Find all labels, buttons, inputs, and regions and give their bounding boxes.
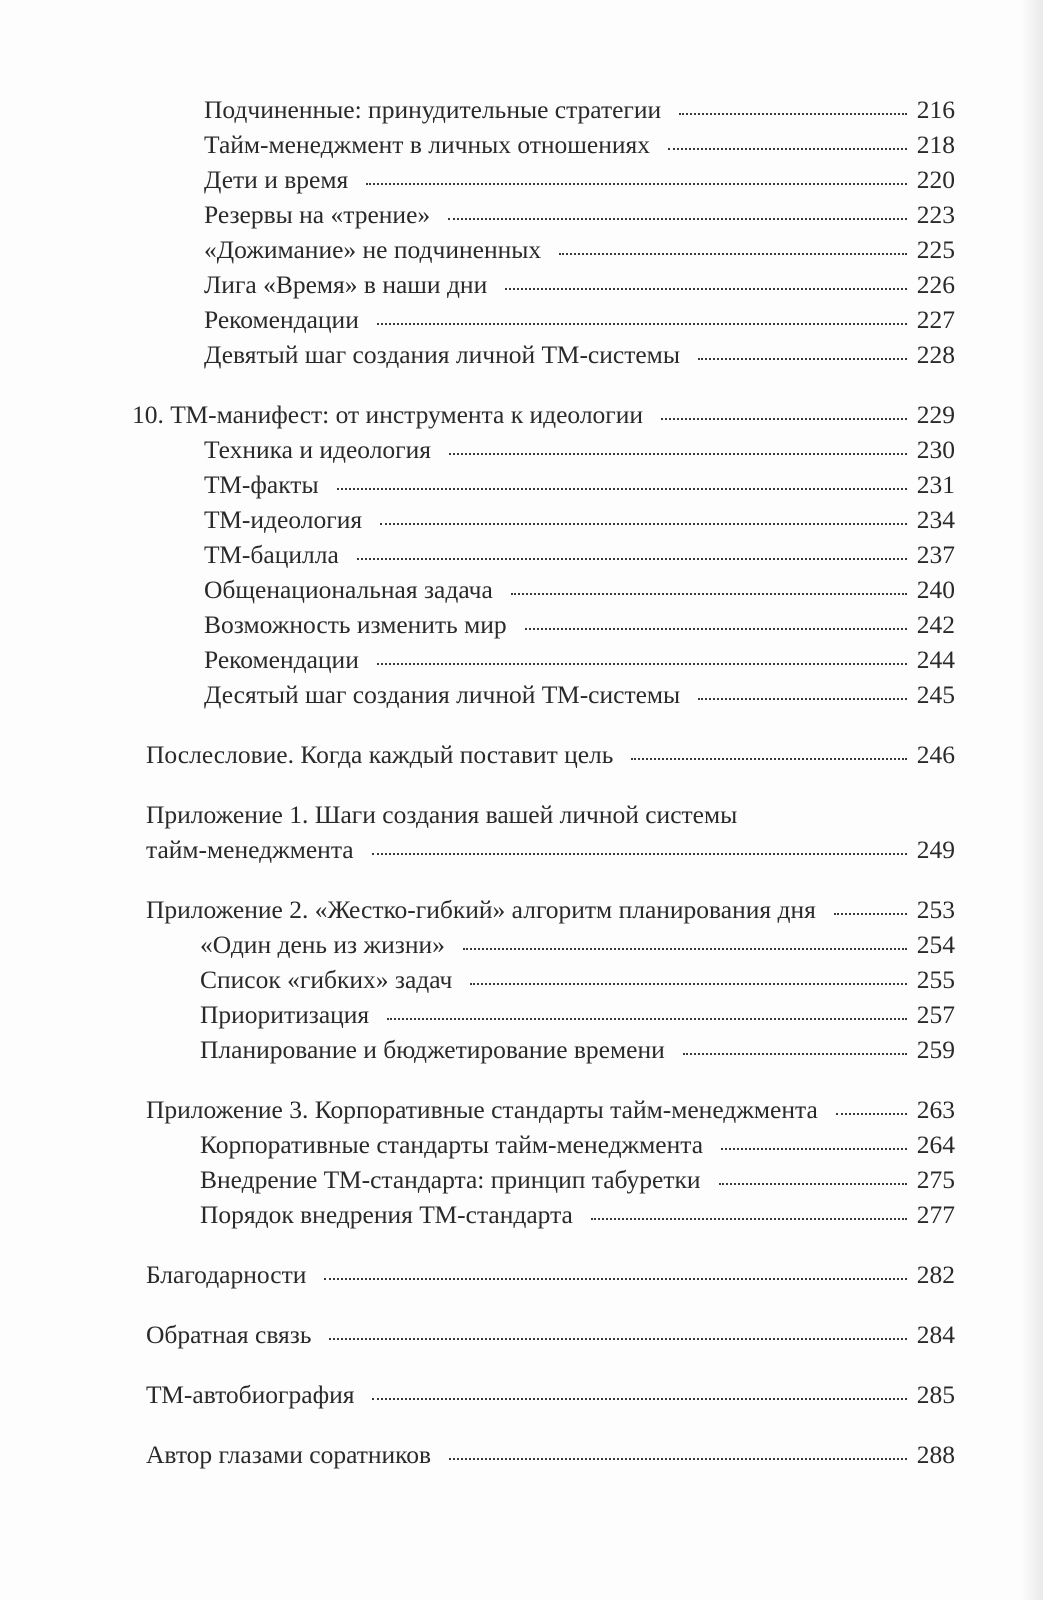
dot-leader [449, 1458, 907, 1460]
toc-entry-page: 275 [916, 1165, 955, 1194]
toc-chapter-entry [132, 398, 955, 432]
toc-entry-title: «Дожимание» не подчиненных [204, 235, 542, 264]
toc-entry-page: 226 [916, 270, 955, 299]
toc-entry-title: Автор глазами соратников [146, 1440, 432, 1469]
dot-leader [380, 523, 907, 525]
toc-entry-title: Десятый шаг создания личной ТМ-системы [204, 680, 681, 709]
dot-leader [719, 1183, 907, 1185]
toc-chapter-entry [146, 893, 955, 927]
toc-entry-title: 10. ТМ-манифест: от инструмента к идеологии [132, 400, 644, 429]
toc-entry [204, 93, 955, 127]
toc-chapter-entry [146, 1093, 955, 1127]
toc-entry [200, 1163, 955, 1197]
dot-leader [525, 628, 907, 630]
toc-entry-page: 288 [916, 1440, 955, 1469]
toc-entry-page: 242 [916, 610, 955, 639]
toc-entry-title: Благодарности [146, 1260, 307, 1289]
dot-leader [463, 948, 907, 950]
toc-entry-title: Приоритизация [200, 1000, 370, 1029]
toc-entry-title: Порядок внедрения ТМ-стандарта [200, 1200, 573, 1229]
toc-entry-title: Планирование и бюджетирование времени [200, 1035, 665, 1064]
toc-entry [200, 1198, 955, 1232]
dot-leader [377, 663, 907, 665]
dot-leader [591, 1218, 907, 1220]
dot-leader [329, 1338, 906, 1340]
toc-entry-page: 245 [916, 680, 955, 709]
toc-entry [204, 268, 955, 302]
toc-entry-page: 264 [916, 1130, 955, 1159]
toc-chapter-entry [146, 1318, 955, 1352]
toc-entry-page: 277 [916, 1200, 955, 1229]
dot-leader [559, 253, 907, 255]
dot-leader [324, 1278, 906, 1280]
toc-entry-title: Техника и идеология [204, 435, 432, 464]
toc-entry [200, 998, 955, 1032]
toc-chapter-entry [146, 1258, 955, 1292]
dot-leader [834, 913, 907, 915]
toc-entry-page: 237 [916, 540, 955, 569]
toc-entry [204, 433, 955, 467]
toc-entry-title: ТМ-автобиография [146, 1380, 355, 1409]
dot-leader [511, 593, 907, 595]
dot-leader [387, 1018, 907, 1020]
toc-entry [200, 963, 955, 997]
toc-entry-title: Резервы на «трение» [204, 200, 431, 229]
toc-chapter-entry [146, 1438, 955, 1472]
toc-entry-page: 234 [916, 505, 955, 534]
dot-leader [836, 1113, 907, 1115]
toc-entry-title: Обратная связь [146, 1320, 312, 1349]
toc-entry-title: Рекомендации [204, 645, 359, 674]
toc-entry [204, 643, 955, 677]
dot-leader [337, 488, 907, 490]
toc-entry-page: 218 [916, 130, 955, 159]
toc-entry [204, 678, 955, 712]
dot-leader [698, 358, 907, 360]
toc-entry-page: 249 [916, 835, 955, 864]
toc-entry-page: 253 [916, 895, 955, 924]
toc-entry-page: 257 [916, 1000, 955, 1029]
toc-entry [204, 163, 955, 197]
toc-entry [204, 198, 955, 232]
toc-entry-title: «Один день из жизни» [200, 930, 445, 959]
toc-entry-title: Тайм-менеджмент в личных отношениях [204, 130, 651, 159]
toc-entry-page: 216 [916, 95, 955, 124]
dot-leader [668, 148, 907, 150]
toc-entry-title: Девятый шаг создания личной ТМ-системы [204, 340, 680, 369]
toc-entry-title: Общенациональная задача [204, 575, 493, 604]
dot-leader [357, 558, 907, 560]
toc-entry-page: 284 [916, 1320, 955, 1349]
toc-entry-page: 231 [916, 470, 955, 499]
toc-entry [204, 538, 955, 572]
toc-entry-page: 282 [916, 1260, 955, 1289]
dot-leader [505, 288, 907, 290]
toc-entry [204, 128, 955, 162]
dot-leader [631, 758, 906, 760]
dot-leader [372, 853, 907, 855]
dot-leader [377, 323, 907, 325]
toc-chapter-entry [146, 738, 955, 772]
toc-entry-page: 285 [916, 1380, 955, 1409]
toc-entry-page: 246 [916, 740, 955, 769]
toc-entry-page: 229 [916, 400, 955, 429]
toc-entry-page: 227 [916, 305, 955, 334]
toc-entry-title: Послесловие. Когда каждый поставит цель [146, 740, 614, 769]
toc-entry-title: Лига «Время» в наши дни [204, 270, 488, 299]
dot-leader [366, 183, 907, 185]
dot-leader [683, 1053, 907, 1055]
toc-entry-title: Дети и время [204, 165, 349, 194]
dot-leader [448, 218, 907, 220]
toc-chapter-title-line: Приложение 1. Шаги создания вашей личной системы [146, 800, 738, 829]
toc-entry-title: тайм-менеджмента [146, 835, 354, 864]
toc-entry-title: Список «гибких» задач [200, 965, 453, 994]
toc-entry [204, 233, 955, 267]
toc-entry-title: Рекомендации [204, 305, 359, 334]
toc-entry-page: 223 [916, 200, 955, 229]
toc-entry [204, 573, 955, 607]
toc-entry-title: ТМ-идеология [204, 505, 363, 534]
toc-entry-page: 225 [916, 235, 955, 264]
dot-leader [449, 453, 907, 455]
toc-entry [200, 1033, 955, 1067]
toc-entry-title: Возможность изменить мир [204, 610, 507, 639]
toc-chapter-entry [146, 833, 955, 867]
toc-entry-title: Корпоративные стандарты тайм-менеджмента [200, 1130, 704, 1159]
toc-entry-page: 220 [916, 165, 955, 194]
dot-leader [679, 113, 907, 115]
toc-entry [200, 928, 955, 962]
toc-entry [204, 468, 955, 502]
toc-entry-title: ТМ-факты [204, 470, 319, 499]
toc-entry-page: 230 [916, 435, 955, 464]
toc-entry [200, 1128, 955, 1162]
dot-leader [661, 418, 907, 420]
toc-entry [204, 608, 955, 642]
toc-entry-page: 228 [916, 340, 955, 369]
toc-entry-page: 263 [916, 1095, 955, 1124]
toc-entry-page: 254 [916, 930, 955, 959]
toc-entry-page: 240 [916, 575, 955, 604]
dot-leader [721, 1148, 907, 1150]
toc-entry-page: 244 [916, 645, 955, 674]
toc-entry [204, 303, 955, 337]
toc-entry-title: Внедрение ТМ-стандарта: принцип табуретки [200, 1165, 701, 1194]
toc-entry-title: Подчиненные: принудительные стратегии [204, 95, 662, 124]
toc-entry [204, 503, 955, 537]
toc-entry-page: 259 [916, 1035, 955, 1064]
toc-entry [204, 338, 955, 372]
dot-leader [372, 1398, 906, 1400]
toc-entry-page: 255 [916, 965, 955, 994]
toc-entry-title: Приложение 2. «Жестко-гибкий» алгоритм планирования дня [146, 895, 816, 924]
dot-leader [698, 698, 907, 700]
toc-entry-title: ТМ-бацилла [204, 540, 339, 569]
toc-chapter-entry [146, 1378, 955, 1412]
toc-entry-title: Приложение 3. Корпоративные стандарты тайм-менеджмента [146, 1095, 818, 1124]
dot-leader [470, 983, 906, 985]
